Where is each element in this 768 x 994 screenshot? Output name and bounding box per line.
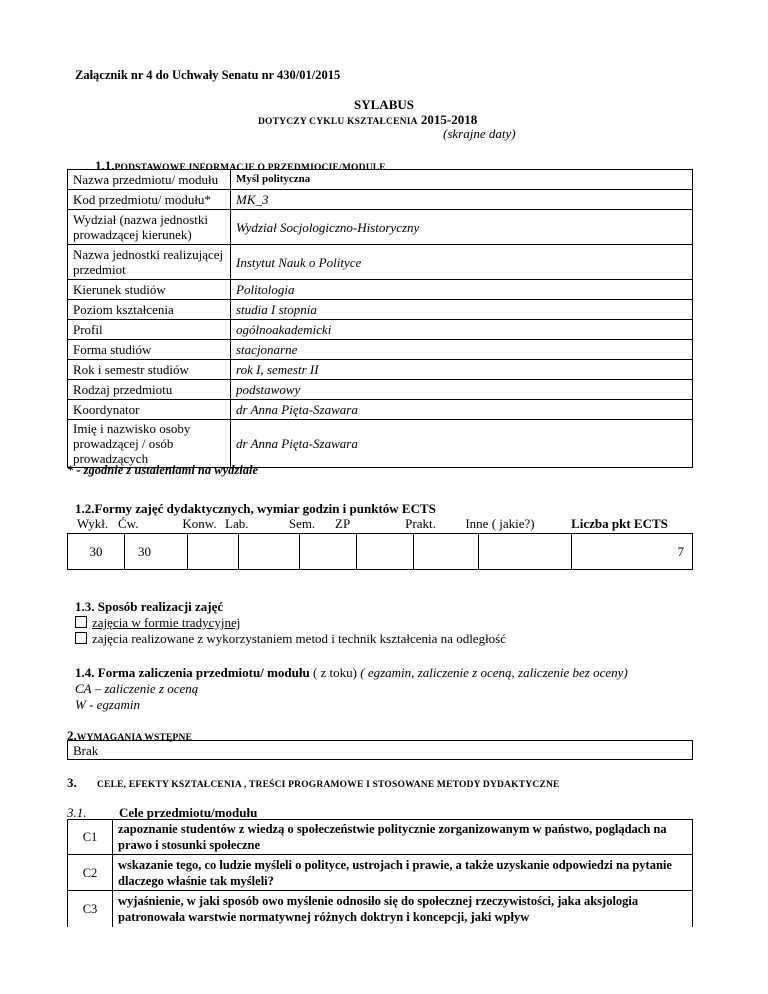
- basic-info-table: [67, 169, 693, 468]
- cycle-label: DOTYCZY CYKLU KSZTAŁCENIA: [258, 117, 418, 127]
- goal-row: C1 zapoznanie studentów z wiedzą o społeczeństwie politycznie zorganizowanym w państwo, poglądach na prawo i stosunki społeczne: [68, 820, 693, 855]
- section-3-1-heading: Cele przedmiotu/modułu: [119, 805, 258, 820]
- assessment-w: W - egzamin: [75, 697, 140, 712]
- realization-option[interactable]: zajęcia w formie tradycyjnej: [75, 615, 240, 631]
- col-lab: Lab.: [225, 515, 249, 531]
- info-footnote: * - zgodnie z ustaleniami na wydziale: [67, 463, 258, 477]
- realization-option[interactable]: zajęcia realizowane z wykorzystaniem metod i technik kształcenia na odległość: [75, 631, 506, 647]
- info-row: Wydział (nazwa jednostki prowadzącej kierunek) Wydział Socjologiczno-Historyczny: [68, 210, 693, 245]
- goals-table: [67, 819, 693, 927]
- goal-row: C3 wyjaśnienie, w jaki sposób owo myślenie odnosiło się do społecznej rzeczywistości, jaka aksjologia patronowała warstwie normatywnej różnych doktryn i koncepcji, jaki wpływ: [68, 891, 693, 927]
- info-row: Rodzaj przedmiotu podstawowy: [68, 380, 693, 400]
- section-1-3-heading: 1.3. Sposób realizacji zajęć: [75, 599, 224, 614]
- info-row: Poziom kształcenia studia I stopnia: [68, 300, 693, 320]
- info-row: Kod przedmiotu/ modułu* MK_3: [68, 190, 693, 210]
- col-cw: Ćw.: [118, 515, 139, 531]
- goal-row: C2 wskazanie tego, co ludzie myśleli o polityce, ustrojach i prawie, a także uzyskanie odpowiedzi na pytanie dlaczego właśnie tak myśleli?: [68, 855, 693, 891]
- col-zp: ZP: [335, 515, 351, 531]
- col-prakt: Prakt.: [405, 515, 436, 531]
- section-1-2-heading: 1.2.Formy zajęć dydaktycznych, wymiar godzin i punktów ECTS: [75, 501, 436, 516]
- col-wykl: Wykł.: [76, 515, 109, 531]
- section-3-1-number: 3.1.: [67, 805, 87, 820]
- section-2-heading: 2.WYMAGANIA WSTĘPNE: [67, 728, 193, 743]
- ects-values-table: [67, 533, 693, 570]
- section-1-4-heading: 1.4. Forma zaliczenia przedmiotu/ modułu ( z toku) ( egzamin, zaliczenie z oceną, zaliczenie bez oceny): [75, 665, 628, 680]
- info-row: Nazwa jednostki realizującej przedmiot Instytut Nauk o Polityce: [68, 245, 693, 280]
- ects-values-row: 30 30 7: [68, 534, 693, 570]
- attachment-note: Załącznik nr 4 do Uchwały Senatu nr 430/01/2015: [75, 68, 341, 82]
- col-sem: Sem.: [288, 515, 316, 531]
- col-konw: Konw.: [182, 515, 217, 531]
- info-row: Nazwa przedmiotu/ modułu Myśl polityczna: [68, 170, 693, 190]
- prerequisites-value: Brak: [68, 741, 693, 760]
- info-row: Profil ogólnoakademicki: [68, 320, 693, 340]
- col-ects: Liczba pkt ECTS: [571, 515, 668, 531]
- col-inne: Inne ( jakie?): [465, 515, 535, 531]
- extreme-dates: (skrajne daty): [443, 126, 516, 141]
- checkbox[interactable]: [75, 616, 87, 628]
- info-row: Kierunek studiów Politologia: [68, 280, 693, 300]
- prerequisites-box: [67, 740, 693, 760]
- cycle-years: 2015-2018: [420, 112, 478, 127]
- section-3-heading: 3. CELE, EFEKTY KSZTAŁCENIA , TREŚCI PROGRAMOWE I STOSOWANE METODY DYDAKTYCZNE: [67, 775, 560, 790]
- section-1-1-heading: 1.1.PODSTAWOWE INFORMACJE O PRZEDMIOCIE/MODULE: [95, 158, 386, 173]
- info-row: Koordynator dr Anna Pięta-Szawara: [68, 400, 693, 420]
- checkbox[interactable]: [75, 632, 87, 644]
- info-row: Rok i semestr studiów rok I, semestr II: [68, 360, 693, 380]
- assessment-ca: CA – zaliczenie z oceną: [75, 681, 199, 696]
- document-title: SYLABUS: [354, 97, 414, 112]
- info-row: Imię i nazwisko osoby prowadzącej / osób prowadzących dr Anna Pięta-Szawara: [68, 420, 693, 468]
- ects-header-row: [67, 515, 693, 531]
- info-row: Forma studiów stacjonarne: [68, 340, 693, 360]
